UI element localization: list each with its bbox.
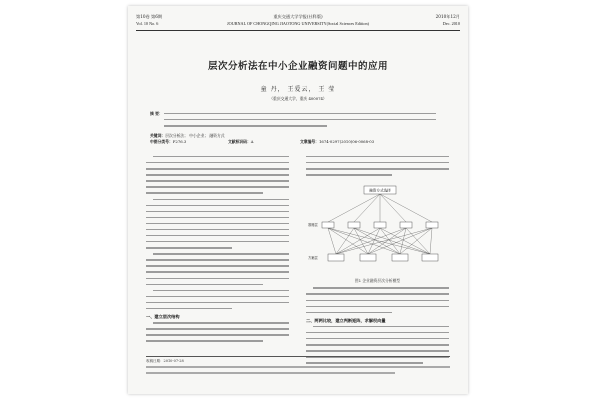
text-line bbox=[146, 174, 289, 175]
abstract-text-lines bbox=[164, 111, 436, 131]
text-line bbox=[306, 156, 449, 157]
text-line bbox=[146, 211, 289, 212]
text-line bbox=[146, 247, 232, 248]
text-line bbox=[306, 312, 392, 313]
section-heading-1: 一、建立层次结构 bbox=[146, 314, 180, 320]
text-line bbox=[146, 296, 289, 297]
text-line bbox=[146, 284, 263, 285]
alternative-nodes bbox=[328, 254, 438, 261]
paper-title: 层次分析法在中小企业融资问题中的应用 bbox=[207, 61, 388, 72]
text-line bbox=[153, 156, 289, 157]
text-line bbox=[146, 205, 289, 206]
doc-code bbox=[228, 139, 254, 145]
criteria-nodes bbox=[322, 222, 438, 228]
text-line bbox=[306, 338, 449, 339]
issue-date-en: Dec. 2010 bbox=[442, 21, 460, 26]
intro-paragraph-2 bbox=[146, 199, 289, 249]
intro-paragraph-4 bbox=[146, 290, 289, 310]
text-line bbox=[306, 332, 449, 333]
text-line bbox=[146, 271, 289, 272]
text-line bbox=[146, 229, 289, 230]
clc-value: F276.3 bbox=[172, 139, 187, 144]
left-column bbox=[146, 156, 289, 346]
issue-date: 2010年12月 bbox=[435, 14, 460, 19]
intro-paragraph-3 bbox=[146, 253, 289, 285]
keywords-text: 层次分析法； 中小企业； 融资方式 bbox=[165, 133, 225, 138]
issue-number: 第10卷 第6期 bbox=[136, 14, 163, 19]
text-line bbox=[153, 253, 289, 254]
text-line bbox=[146, 372, 395, 373]
footnote bbox=[146, 356, 450, 379]
keywords-label: 关键词： bbox=[150, 133, 166, 138]
section-heading-2: 二、两两比较，建立判断矩阵，求解权向量 bbox=[306, 317, 386, 323]
text-line bbox=[146, 192, 263, 193]
text-line bbox=[146, 265, 289, 266]
text-line bbox=[146, 180, 289, 181]
goal-label: 融资方式选择 bbox=[369, 188, 391, 193]
text-line bbox=[146, 278, 289, 279]
text-line bbox=[164, 119, 436, 120]
criteria-layer-label: 准则层 bbox=[308, 223, 318, 228]
received-date: 收稿日期：2010-07-28 bbox=[146, 359, 184, 363]
text-line bbox=[164, 125, 327, 126]
text-line bbox=[153, 322, 289, 323]
abstract-label: 摘 要： bbox=[150, 111, 163, 116]
journal-page bbox=[128, 6, 468, 394]
right-paragraph-2 bbox=[306, 287, 449, 313]
header-rule bbox=[136, 30, 460, 31]
journal-name: 重庆交通大学学报(社科版) bbox=[273, 14, 323, 19]
text-line bbox=[153, 199, 289, 200]
text-line bbox=[146, 259, 289, 260]
text-line bbox=[306, 162, 449, 163]
text-line bbox=[306, 293, 449, 294]
text-line bbox=[146, 302, 289, 303]
text-line bbox=[306, 306, 449, 307]
issue-number-en: Vol. 10 No. 6 bbox=[136, 21, 159, 26]
journal-name-en: JOURNAL OF CHONGQING JIAOTONG UNIVERSITY(Social Sciences Edition) bbox=[227, 21, 369, 26]
text-line bbox=[306, 174, 392, 175]
text-line bbox=[146, 328, 289, 329]
right-paragraph-1 bbox=[306, 156, 449, 176]
text-line bbox=[306, 350, 449, 351]
text-line bbox=[146, 186, 289, 187]
section-1-paragraph bbox=[146, 322, 289, 342]
text-line bbox=[146, 308, 232, 309]
alternative-layer-label: 方案层 bbox=[308, 256, 318, 261]
text-line bbox=[146, 241, 289, 242]
figure-caption: 图1 企业融资层次分析模型 bbox=[354, 278, 401, 284]
id-label: 文章编号： bbox=[300, 139, 319, 144]
text-line bbox=[146, 168, 289, 169]
text-line bbox=[146, 334, 289, 335]
article-id bbox=[300, 139, 374, 145]
intro-paragraph-1 bbox=[146, 156, 289, 194]
abstract bbox=[150, 111, 446, 131]
id-value: 1674-0297(2010)06-0068-03 bbox=[318, 139, 375, 144]
doc-value: A bbox=[250, 139, 254, 144]
text-line bbox=[146, 340, 263, 341]
clc-number bbox=[150, 139, 186, 145]
text-line bbox=[313, 326, 449, 327]
author-affiliation: （重庆交通大学，重庆 400074） bbox=[269, 96, 327, 101]
clc-label: 中图分类号： bbox=[150, 139, 173, 144]
text-line bbox=[306, 168, 449, 169]
text-line bbox=[146, 217, 289, 218]
text-line bbox=[153, 290, 289, 291]
text-line bbox=[306, 344, 449, 345]
doc-label: 文献标识码： bbox=[228, 139, 251, 144]
paper-authors: 童 丹， 王爱云， 王 莹 bbox=[260, 86, 336, 93]
hierarchy-diagram bbox=[306, 180, 449, 276]
text-line bbox=[164, 113, 436, 114]
text-line bbox=[146, 366, 450, 367]
text-line bbox=[313, 287, 449, 288]
text-line bbox=[146, 235, 289, 236]
text-line bbox=[146, 223, 289, 224]
text-line bbox=[306, 300, 449, 301]
right-column bbox=[306, 156, 449, 368]
hierarchy-figure bbox=[306, 180, 449, 276]
text-line bbox=[146, 162, 289, 163]
